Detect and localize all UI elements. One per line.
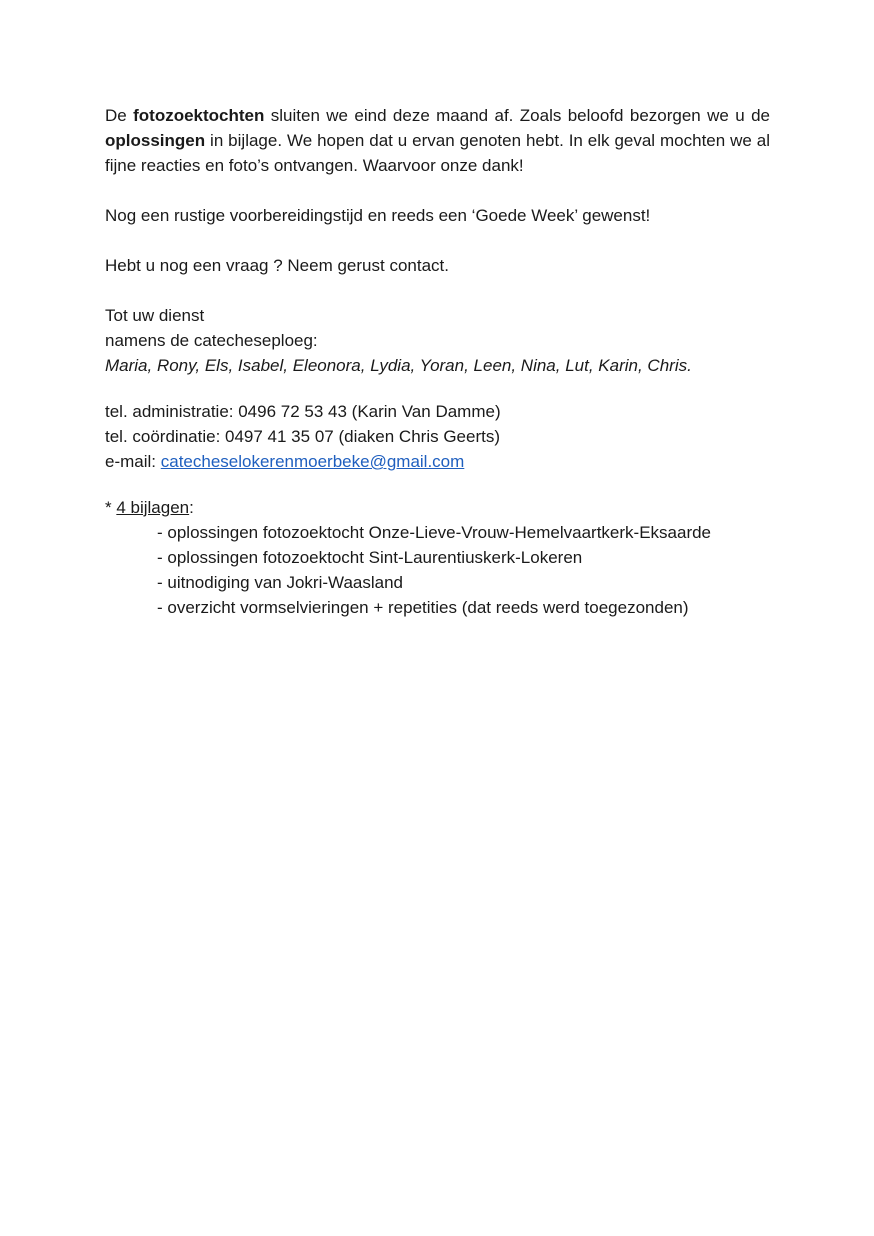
closing-line-2: namens de catecheseploeg: [105,331,318,350]
email-link[interactable]: catecheselokerenmoerbeke@gmail.com [160,452,465,471]
contact-email-line: e-mail: catecheselokerenmoerbeke@gmail.com [105,452,465,471]
contact-coordination: tel. coördinatie: 0497 41 35 07 (diaken Chris Geerts) [105,427,501,446]
attachment-item: - overzicht vormselvieringen + repetities (dat reeds werd toegezonden) [157,598,689,617]
contact-admin: tel. administratie: 0496 72 53 43 (Karin Van Damme) [105,402,501,421]
team-names: Maria, Rony, Els, Isabel, Eleonora, Lydia, Yoran, Leen, Nina, Lut, Karin, Chris. [105,356,692,375]
attachment-item: - oplossingen fotozoektocht Onze-Lieve-Vrouw-Hemelvaartkerk-Eksaarde [157,523,712,542]
intro-paragraph: De fotozoektochten sluiten we eind deze maand af. Zoals beloofd bezorgen we u de oplossingen in bijlage. We hopen dat u ervan genoten hebt. In elk geval mochten we al fijne reacties en foto’s ontvangen. Waarvoor onze dank! [105,106,770,175]
closing-line-1: Tot uw dienst [105,306,205,325]
attachment-item: - uitnodiging van Jokri-Waasland [157,573,403,592]
bold-fotozoektochten: fotozoektochten [133,106,265,125]
wish-paragraph: Nog een rustige voorbereidingstijd en reeds een ‘Goede Week’ gewenst! [105,206,651,225]
attachments-heading: * 4 bijlagen: [105,498,194,517]
letter-body [105,103,770,620]
question-paragraph: Hebt u nog een vraag ? Neem gerust contact. [105,256,449,275]
attachment-item: - oplossingen fotozoektocht Sint-Laurentiuskerk-Lokeren [157,548,583,567]
bold-oplossingen: oplossingen [105,131,206,150]
attachments-list [105,520,770,620]
